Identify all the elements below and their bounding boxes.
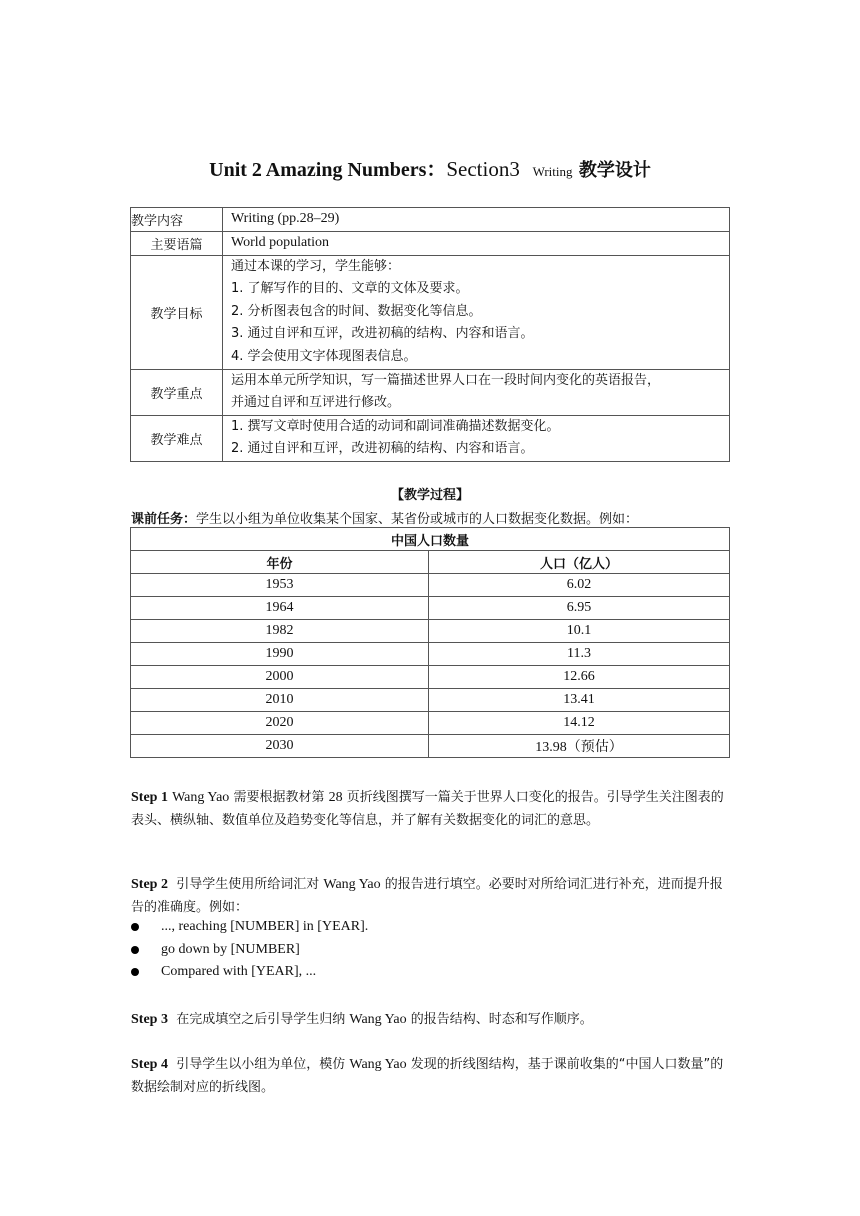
step-1-page: 28 xyxy=(328,790,343,805)
cell-population: 13.41 xyxy=(429,689,730,712)
objective-line: 通过本课的学习，学生能够： xyxy=(231,258,401,274)
table-row xyxy=(131,574,730,597)
cell-year: 1990 xyxy=(131,643,429,666)
cell-population: 13.98（预估） xyxy=(429,735,730,758)
cell-year: 1953 xyxy=(131,574,429,597)
table-row xyxy=(131,528,730,551)
table-row xyxy=(131,643,730,666)
population-table-caption: 中国人口数量 xyxy=(131,528,730,551)
table-row xyxy=(131,735,730,758)
value-difficulties xyxy=(223,415,730,461)
step-1-text-a: 需要根据教材第 xyxy=(233,790,325,805)
title-design: 教学设计 xyxy=(578,160,651,181)
list-item xyxy=(131,964,316,980)
label-text: 主要语篇 xyxy=(131,232,223,256)
label-difficulties: 教学难点 xyxy=(131,415,223,461)
label-objectives: 教学目标 xyxy=(131,255,223,369)
value-text: World population xyxy=(223,232,730,256)
document-title xyxy=(0,153,860,182)
table-row xyxy=(131,255,730,369)
table-row xyxy=(131,369,730,415)
step-1-paragraph xyxy=(131,787,731,832)
step-4-text-a: 引导学生以小组为单位，模仿 xyxy=(176,1057,346,1072)
bullet-text: Compared with [YEAR], ... xyxy=(161,964,317,979)
difficulty-line: 1. 撰写文章时使用合适的动词和副词准确描述数据变化。 xyxy=(231,418,560,434)
step-4-paragraph xyxy=(131,1054,731,1099)
list-item xyxy=(131,919,368,935)
step-4-name: Wang Yao xyxy=(349,1057,407,1072)
step-3-label: Step 3 xyxy=(131,1012,168,1027)
cell-population: 11.3 xyxy=(429,643,730,666)
objective-line: 4. 学会使用文字体现图表信息。 xyxy=(231,348,417,364)
step-4-text-b: 发现的折线图结构，基于课前收集的“中国人口数量”的数据绘制对应的折线图。 xyxy=(131,1057,724,1095)
cell-year: 2000 xyxy=(131,666,429,689)
key-point-line: 运用本单元所学知识，写一篇描述世界人口在一段时间内变化的英语报告， xyxy=(231,372,661,388)
table-row xyxy=(131,208,730,232)
step-1-text-b: 页折线图撰写一篇关于世界人口变化的报告。引导学生关注图表的表头、横纵轴、数值单位及趋势变化等信息，并了解有关数据变化的词汇的意思。 xyxy=(131,790,724,828)
title-writing: Writing xyxy=(532,164,573,179)
table-row xyxy=(131,689,730,712)
label-content: 教学内容 xyxy=(131,208,223,232)
title-unit: Unit 2 Amazing Numbers： xyxy=(209,159,447,181)
label-key-points: 教学重点 xyxy=(131,369,223,415)
title-section: Section3 xyxy=(446,157,520,181)
cell-year: 1982 xyxy=(131,620,429,643)
objective-line: 2. 分析图表包含的时间、数据变化等信息。 xyxy=(231,303,482,319)
step-2-text-a: 引导学生使用所给词汇对 xyxy=(176,877,320,892)
bullet-icon xyxy=(131,946,139,954)
step-3-paragraph xyxy=(131,1009,731,1032)
difficulty-line: 2. 通过自评和互评，改进初稿的结构、内容和语言。 xyxy=(231,441,534,456)
objective-line: 3. 通过自评和互评，改进初稿的结构、内容和语言。 xyxy=(231,326,534,342)
cell-population: 14.12 xyxy=(429,712,730,735)
table-row xyxy=(131,597,730,620)
value-content: Writing (pp.28–29) xyxy=(223,208,730,232)
table-row xyxy=(131,232,730,256)
key-point-line: 并通过自评和互评进行修改。 xyxy=(231,395,401,410)
bullet-icon xyxy=(131,968,139,976)
table-row xyxy=(131,415,730,461)
step-2-name: Wang Yao xyxy=(323,877,381,892)
cell-population: 6.95 xyxy=(429,597,730,620)
table-row xyxy=(131,620,730,643)
header-year: 年份 xyxy=(131,551,429,574)
cell-population: 6.02 xyxy=(429,574,730,597)
cell-year: 2010 xyxy=(131,689,429,712)
objective-line: 1. 了解写作的目的、文章的文体及要求。 xyxy=(231,281,469,297)
cell-year: 2020 xyxy=(131,712,429,735)
step-2-label: Step 2 xyxy=(131,877,168,892)
header-population: 人口（亿人） xyxy=(429,551,730,574)
table-row xyxy=(131,666,730,689)
cell-year: 2030 xyxy=(131,735,429,758)
cell-population: 10.1 xyxy=(429,620,730,643)
table-row xyxy=(131,712,730,735)
pre-task xyxy=(131,508,638,527)
cell-year: 1964 xyxy=(131,597,429,620)
cell-population: 12.66 xyxy=(429,666,730,689)
bullet-text: ..., reaching [NUMBER] in [YEAR]. xyxy=(161,919,369,934)
pre-task-text: 学生以小组为单位收集某个国家、某省份或城市的人口数据变化数据。例如： xyxy=(196,512,639,527)
process-heading: 【教学过程】 xyxy=(390,488,469,503)
value-key-points xyxy=(223,369,730,415)
step-3-name: Wang Yao xyxy=(349,1012,407,1027)
step-3-text-a: 在完成填空之后引导学生归纳 xyxy=(176,1012,346,1027)
step-2-text-b: 的报告进行填空。必要时对所给词汇进行补充，进而提升报告的准确度。例如： xyxy=(131,877,723,915)
value-objectives xyxy=(223,255,730,369)
step-3-text-b: 的报告结构、时态和写作顺序。 xyxy=(410,1012,593,1027)
step-1-label: Step 1 xyxy=(131,790,168,805)
step-4-label: Step 4 xyxy=(131,1057,168,1072)
table-header-row xyxy=(131,551,730,574)
lesson-info-table xyxy=(130,207,730,462)
population-table xyxy=(130,527,730,758)
list-item xyxy=(131,942,300,958)
bullet-text: go down by [NUMBER] xyxy=(161,942,300,957)
pre-task-label: 课前任务： xyxy=(131,512,197,527)
step-1-name: Wang Yao xyxy=(172,790,230,805)
step-2-paragraph xyxy=(131,874,731,919)
bullet-icon xyxy=(131,923,139,931)
